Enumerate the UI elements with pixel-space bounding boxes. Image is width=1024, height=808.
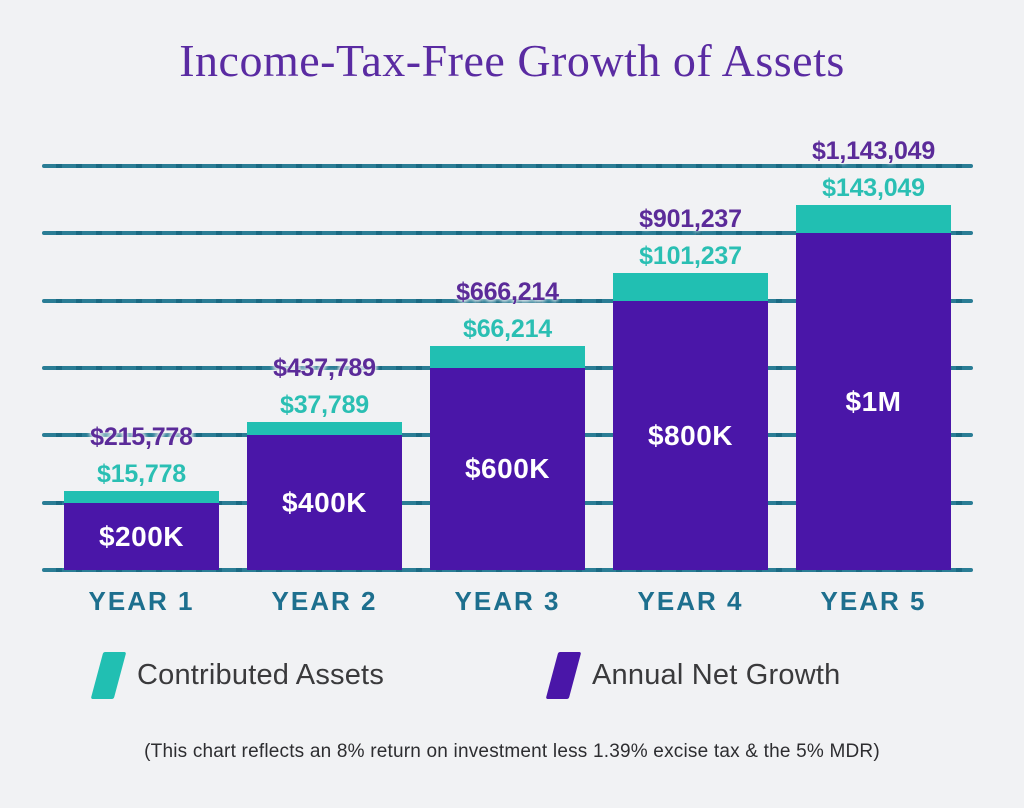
growth-segment bbox=[247, 422, 402, 435]
growth-segment bbox=[796, 205, 951, 233]
contributed-value-label: $800K bbox=[647, 419, 733, 451]
contributed-segment bbox=[430, 368, 585, 570]
growth-segment bbox=[613, 273, 768, 301]
bar-column bbox=[430, 279, 585, 570]
plot-area bbox=[42, 137, 973, 570]
growth-value-label: $101,237 bbox=[639, 241, 742, 270]
total-value-label: $901,237 bbox=[639, 205, 742, 233]
stacked-bar bbox=[430, 346, 585, 570]
growth-value-label: $15,778 bbox=[97, 459, 186, 488]
bar-column bbox=[796, 138, 951, 570]
bar-column bbox=[613, 206, 768, 570]
contributed-value-label: $400K bbox=[281, 486, 367, 518]
category-label: YEAR 5 bbox=[820, 586, 927, 616]
legend-label: Annual Net Growth bbox=[592, 659, 841, 691]
legend-label: Contributed Assets bbox=[137, 659, 385, 691]
contributed-segment bbox=[64, 503, 219, 570]
contributed-assets-swatch-icon bbox=[91, 652, 127, 699]
stacked-bar bbox=[247, 422, 402, 570]
stacked-bar bbox=[796, 205, 951, 570]
legend-item-contributed-assets bbox=[97, 652, 384, 699]
category-label: YEAR 1 bbox=[88, 586, 195, 616]
category-label: YEAR 4 bbox=[637, 586, 744, 616]
total-value-label: $215,778 bbox=[90, 423, 193, 451]
total-value-label: $666,214 bbox=[456, 278, 559, 306]
category-axis bbox=[42, 586, 973, 617]
total-value-label: $1,143,049 bbox=[811, 137, 936, 165]
bar-group bbox=[42, 137, 973, 570]
growth-segment bbox=[64, 491, 219, 503]
legend-item-annual-net-growth bbox=[552, 652, 840, 699]
contributed-segment bbox=[613, 301, 768, 570]
growth-segment bbox=[430, 346, 585, 368]
growth-value-label: $37,789 bbox=[280, 390, 369, 419]
growth-value-label: $66,214 bbox=[463, 314, 552, 343]
contributed-segment bbox=[247, 435, 402, 570]
stacked-bar bbox=[64, 491, 219, 570]
contributed-value-label: $1M bbox=[845, 385, 902, 417]
total-value-label: $437,789 bbox=[273, 354, 376, 382]
bar-column bbox=[64, 424, 219, 570]
contributed-segment bbox=[796, 233, 951, 570]
contributed-value-label: $200K bbox=[98, 520, 184, 552]
bar-column bbox=[247, 355, 402, 570]
category-label: YEAR 3 bbox=[454, 586, 561, 616]
stacked-bar bbox=[613, 273, 768, 570]
category-label: YEAR 2 bbox=[271, 586, 378, 616]
legend bbox=[0, 652, 1024, 699]
footnote: (This chart reflects an 8% return on investment less 1.39% excise tax & the 5% MDR) bbox=[144, 741, 880, 762]
growth-value-label: $143,049 bbox=[822, 173, 925, 202]
chart-title: Income-Tax-Free Growth of Assets bbox=[179, 35, 845, 86]
contributed-value-label: $600K bbox=[464, 453, 550, 484]
annual-net-growth-swatch-icon bbox=[546, 652, 582, 699]
